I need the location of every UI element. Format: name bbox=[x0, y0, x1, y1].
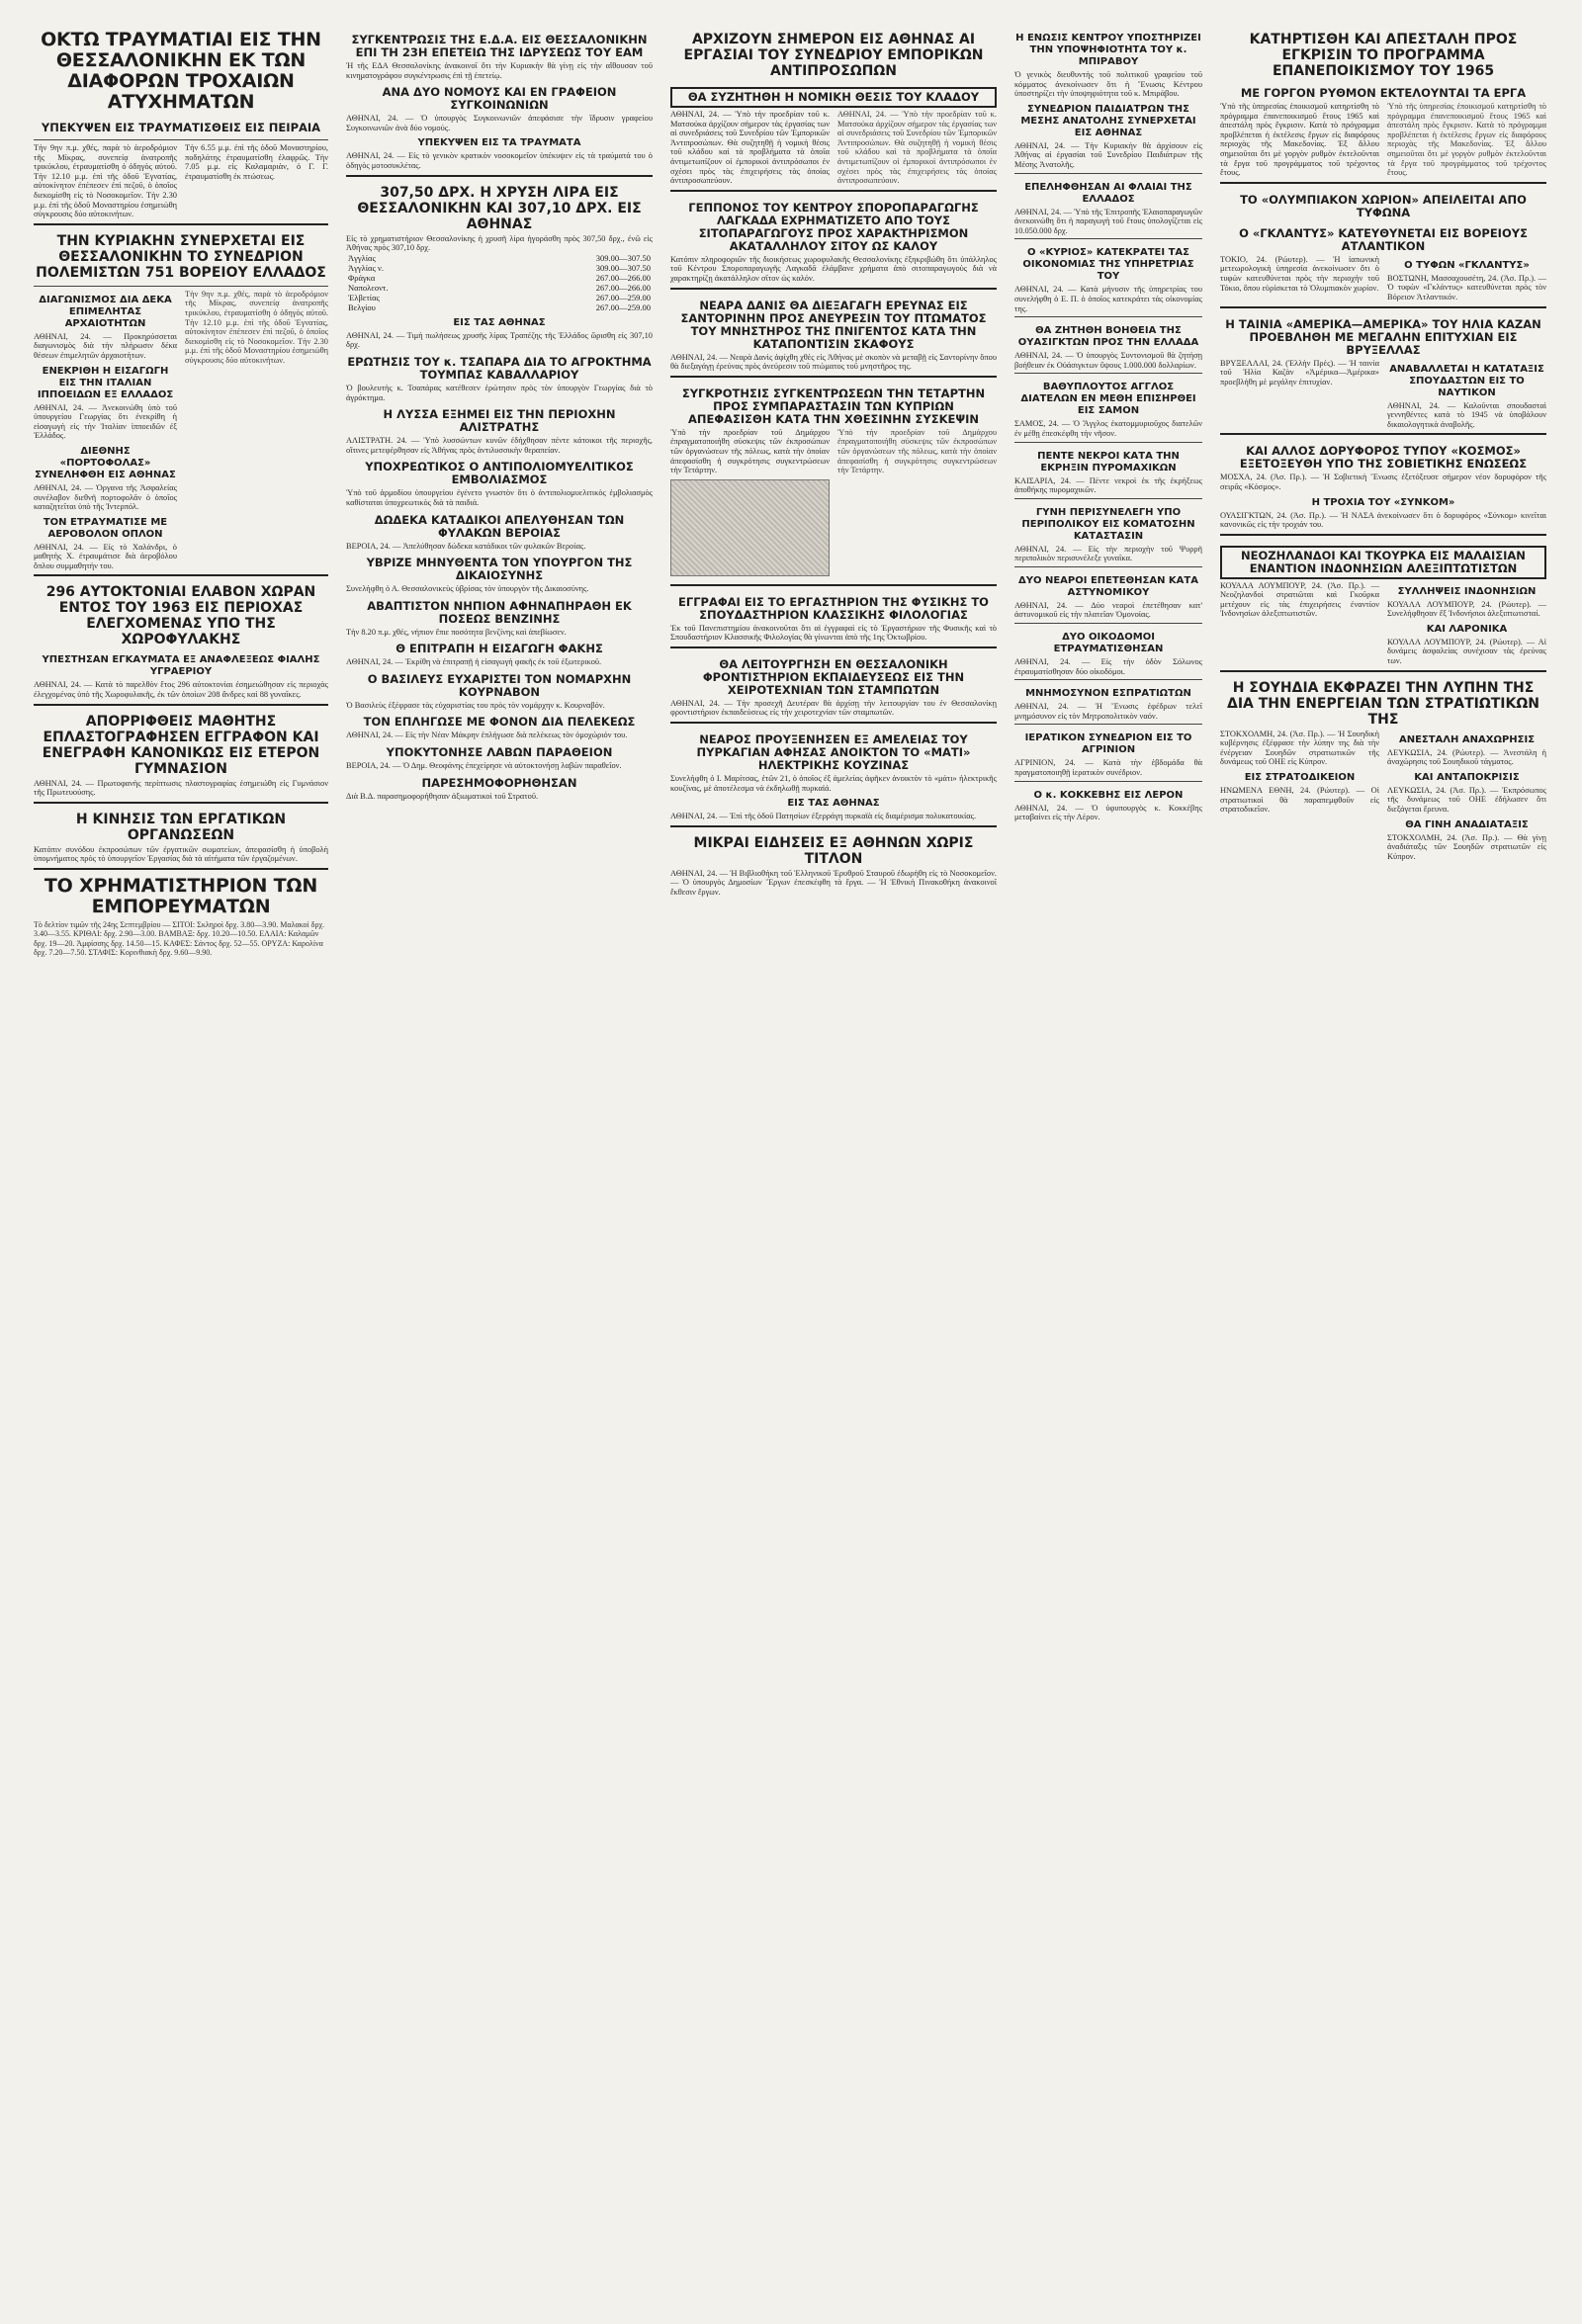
divider bbox=[1220, 670, 1546, 672]
article-text: ΜΟΣΧΑ, 24. (Ἀσ. Πρ.). — Ἡ Σοβιετικὴ Ἕνωσις ἐξετόξευσε σήμερον νέον δορυφόρον τῆς σειρᾶς «Κόσμος». bbox=[1220, 473, 1546, 491]
column-4 bbox=[1014, 28, 1202, 2301]
article-text: ΚΟΥΑΛΑ ΛΟΥΜΠΟΥΡ, 24. (Ρώυτερ). — Συνελήφθησαν ἕξ Ἰνδονήσιοι ἀλεξιπτωτισταί. bbox=[1387, 599, 1546, 619]
headline-kosmos-satellite: ΚΑΙ ΑΛΛΟΣ ΔΟΡΥΦΟΡΟΣ ΤΥΠΟΥ «ΚΟΣΜΟΣ» ΕΞΕΤΟΞΕΥΘΗ ΥΠΟ ΤΗΣ ΣΟΒΙΕΤΙΚΗΣ ΕΝΩΣΕΩΣ bbox=[1239, 444, 1528, 472]
column-5 bbox=[1220, 28, 1546, 2301]
subheadline-laronika: ΚΑΙ ΛΑΡΟΝΙΚΑ bbox=[1426, 623, 1508, 635]
subheadline-legal-status: ΘΑ ΣΥΖΗΤΗΘΗ Η ΝΟΜΙΚΗ ΘΕΣΙΣ ΤΟΥ ΚΛΑΔΟΥ bbox=[670, 87, 997, 108]
article-body-split bbox=[1220, 359, 1546, 430]
headline-infant-gasoline: ΑΒΑΠΤΙΣΤΟΝ ΝΗΠΙΟΝ ΑΦΗΝΑΠΗΡΑΘΗ ΕΚ ΠΟΣΕΩΣ ΒΕΝΖΙΝΗΣ bbox=[367, 598, 632, 626]
subheadline-piraeus: ΥΠΕΚΥΨΕΝ ΕΙΣ ΤΡΑΥΜΑΤΙΣΘΕΙΣ ΕΙΣ ΠΕΙΡΑΙΑ bbox=[41, 121, 321, 134]
article-text: Εἰς τὸ χρηματιστήριον Θεσσαλονίκης ἡ χρυσῆ λίρα ἠγοράσθη πρὸς 307,50 δρχ., ἐνῶ εἰς Ἀθήνας πρὸς 307,10 δρχ. bbox=[346, 233, 653, 253]
headline-pediatricians: ΣΥΝΕΔΡΙΟΝ ΠΑΙΔΙΑΤΡΩΝ ΤΗΣ ΜΕΣΗΣ ΑΝΑΤΟΛΗΣ ΣΥΝΕΡΧΕΤΑΙ ΕΙΣ ΑΘΗΝΑΣ bbox=[1020, 103, 1196, 138]
article-text: ΚΟΥΑΛΑ ΛΟΥΜΠΟΥΡ, 24. (Ρώυτερ). — Αἱ δυνάμεις ἀσφαλείας συνέχισαν τὰς ἐρεύνας των. bbox=[1387, 637, 1546, 666]
headline-eda-rally: ΣΥΓΚΕΝΤΡΩΣΙΣ ΤΗΣ Ε.Δ.Α. ΕΙΣ ΘΕΣΣΑΛΟΝΙΚΗΝ ΕΠΙ ΤΗ 23Η ΕΠΕΤΕΙΩ ΤΗΣ ΙΔΡΥΣΕΩΣ ΤΟΥ ΕΑΜ bbox=[351, 33, 648, 59]
gold-price-row bbox=[346, 302, 653, 312]
article-text: Ὑπὸ τῆς ὑπηρεσίας ἐποικισμοῦ κατηρτίσθη τὸ πρόγραμμα ἐπανεποικισμοῦ ἔτους 1965 καὶ ἀπεστάλη πρὸς ἔγκρισιν. Κατὰ τὸ πρόγραμμα προβλέπεται ἡ ἐκτέλεσις ἔργων εἰς διαφόρους περιοχὰς τῆς Μακεδονίας. Ἐξ ἄλλου σημειοῦται ὅτι μὲ γοργὸν ρυθμὸν ἐκτελοῦνται τὰ ἔργα τοῦ προγράμματος τοῦ τρέχοντος ἔτους. bbox=[1387, 102, 1546, 178]
article-text: Ὑπὸ τὴν προεδρίαν τοῦ Δημάρχου ἐπραγματοποιήθη σύσκεψις τῶν ἐκπροσώπων τῶν ὀργανώσεων τῆς πόλεως, κατὰ τὴν ὁποίαν ἀπεφασίσθη ἡ συγκρότησις συγκεντρώσεων τὴν Τετάρτην. bbox=[670, 427, 830, 475]
headline-printing-workshop: ΘΑ ΛΕΙΤΟΥΡΓΗΣΗ ΕΝ ΘΕΣΣΑΛΟΝΙΚΗ ΦΡΟΝΤΙΣΤΗΡΙΟΝ ΕΚΠΑΙΔΕΥΣΕΩΣ ΕΙΣ ΤΗΝ ΧΕΙΡΟΤΕΧΝΙΑΝ ΤΩΝ ΣΤΑΜΠΩΤΩΝ bbox=[702, 656, 965, 697]
article-text: ΑΘΗΝΑΙ, 24. — Τὴν Κυριακὴν θὰ ἀρχίσουν εἰς Ἀθήνας αἱ ἐργασίαι τοῦ Συνεδρίου Παιδιάτρων τῆς Μέσης Ἀνατολῆς. bbox=[1014, 140, 1202, 169]
article-text: ΒΟΣΤΩΝΗ, Μασσαχουσέτη, 24. (Ἀσ. Πρ.). — Ὁ τυφὼν «Γκλάντυς» κατευθύνεται πρὸς τὸν Βόρειον Ἀτλαντικόν. bbox=[1387, 273, 1546, 301]
divider bbox=[1220, 182, 1546, 184]
headline-forged-document: ΑΠΟΡΡΙΦΘΕΙΣ ΜΑΘΗΤΗΣ ΕΠΛΑΣΤΟΓΡΑΦΗΣΕΝ ΕΓΓΡΑΦΟΝ ΚΑΙ ΕΝΕΓΡΑΦΗ ΚΑΝΟΝΙΚΩΣ ΕΙΣ ΕΤΕΡΟΝ ΓΥΜΝΑΣΙΟΝ bbox=[42, 713, 320, 777]
divider bbox=[670, 646, 997, 648]
divider bbox=[34, 139, 328, 140]
article-text: ΚΑΙΣΑΡΙΑ, 24. — Πέντε νεκροὶ ἐκ τῆς ἐκρήξεως ἀποθήκης πυρομαχικῶν. bbox=[1014, 475, 1202, 495]
newspaper-page bbox=[34, 28, 1548, 2301]
commodity-prices: Τὸ δελτίον τιμῶν τῆς 24ης Σεπτεμβρίου — ΣΙΤΟΙ: Σκληροὶ δρχ. 3.80—3.90. Μαλακοὶ δρχ. 3.40—3.55. ΚΡΙΘΑΙ: δρχ. 2.90—3.00. ΒΑΜΒΑΞ: δρχ. 10.20—10.50. ΕΛΑΙΑ: Καλαμῶν δρχ. 19—20. Ἀμφίσσης δρχ. 14.50—15. ΚΑΦΕΣ: Σάντος δρχ. 52—55. ΟΡΥΖΑ: Καρολίνα δρχ. 7.20—7.50. ΣΤΑΦΙΣ: Κορινθιακὴ δρχ. 9.60—9.90. bbox=[34, 920, 324, 958]
headline-transport-offices: ΑΝΑ ΔΥΟ ΝΟΜΟΥΣ ΚΑΙ ΕΝ ΓΡΑΦΕΙΟΝ ΣΥΓΚΟΙΝΩΝΙΩΝ bbox=[382, 85, 617, 113]
headline-king-thanks: Ο ΒΑΣΙΛΕΥΣ ΕΥΧΑΡΙΣΤΕΙ ΤΟΝ ΝΟΜΑΡΧΗΝ ΚΟΥΡΝΑΒΟΝ bbox=[367, 671, 632, 699]
article-text: ΑΘΗΝΑΙ, 24. — Τὴν προσεχῆ Δευτέραν θὰ ἀρχίσῃ τὴν λειτουργίαν του ἐν Θεσσαλονίκῃ φροντιστήριον ἐκπαιδεύσεως εἰς τὴν χειροτεχνίαν τῶν σταμπωτῶν. bbox=[670, 698, 997, 718]
headline-builders-injured: ΔΥΟ ΟΙΚΟΔΟΜΟΙ ΕΤΡΑΥΜΑΤΙΣΘΗΣΑΝ bbox=[1053, 632, 1164, 655]
article-text: Ὁ βουλευτὴς κ. Τσαπάρας κατέθεσεν ἐρώτησιν πρὸς τὸν ὑπουργὸν Γεωργίας διὰ τὸ ἀγρόκτημα. bbox=[346, 383, 653, 402]
gold-price-row bbox=[346, 253, 653, 263]
subheadline-gas-bottle: ΥΠΕΣΤΗΣΑΝ ΕΓΚΑΥΜΑΤΑ ΕΞ ΑΝΑΦΛΕΞΕΩΣ ΦΙΑΛΗΣ ΥΓΡΑΕΡΙΟΥ bbox=[42, 654, 320, 678]
divider bbox=[34, 704, 328, 706]
coin-name: Ἀγγλίας bbox=[348, 252, 376, 263]
gold-price-row bbox=[346, 293, 653, 302]
headline-kazan-film: Η ΤΑΙΝΙΑ «ΑΜΕΡΙΚΑ—ΑΜΕΡΙΚΑ» ΤΟΥ ΗΛΙΑ ΚΑΖΑΝ ΠΡΟΕΒΛΗΘΗ ΜΕ ΜΕΓΑΛΗΝ ΕΠΙΤΥΧΙΑΝ ΕΙΣ ΒΡΥΞΕΛΛΑΣ bbox=[1225, 316, 1541, 357]
article-text: Συνελήφθη ὁ Α. Θεσσαλονικεὺς ὑβρίσας τὸν ὑπουργὸν τῆς Δικαιοσύνης. bbox=[346, 584, 589, 594]
subheadline-redeployment: ΘΑ ΓΙΝΗ ΑΝΑΔΙΑΤΑΞΙΣ bbox=[1405, 818, 1529, 830]
headline-center-union: Η ΕΝΩΣΙΣ ΚΕΝΤΡΟΥ ΥΠΟΣΤΗΡΙΖΕΙ ΤΗΝ ΥΠΟΨΗΦΙΟΤΗΤΑ ΤΟΥ κ. ΜΠΙΡΑΒΟΥ bbox=[1015, 33, 1201, 67]
article-text: ΛΕΥΚΩΣΙΑ, 24. (Ἀσ. Πρ.). — Ἐκπρόσωπος τῆς δυνάμεως τοῦ ΟΗΕ ἐδήλωσεν ὅτι διεξάγεται ἔρευνα. bbox=[1387, 785, 1546, 815]
article-text: ΑΘΗΝΑΙ, 24. — Εἰς τὸ γενικὸν κρατικὸν νοσοκομεῖον ὑπέκυψεν εἰς τὰ τραύματά του ὁ ὁδηγὸς μοτοσυκλέτας. bbox=[346, 151, 653, 170]
headline-competition: ΔΙΑΓΩΝΙΣΜΟΣ ΔΙΑ ΔΕΚΑ ΕΠΙΜΕΛΗΤΑΣ ΑΡΧΑΙΟΤΗΤΩΝ bbox=[39, 294, 172, 329]
headline-commodity-exchange: ΤΟ ΧΡΗΜΑΤΙΣΤΗΡΙΟΝ ΤΩΝ ΕΜΠΟΡΕΥΜΑΤΩΝ bbox=[44, 875, 318, 918]
coin-price: 267.00—259.00 bbox=[595, 292, 651, 302]
subheadline-response: ΚΑΙ ΑΝΤΑΠΟΚΡΙΣΙΣ bbox=[1414, 771, 1520, 783]
article-text: ΣΤΟΚΧΟΛΜΗ, 24. (Ἀσ. Πρ.). — Θὰ γίνῃ ἀναδιάταξις τῶν Σουηδῶν στρατιωτῶν εἰς Κύπρον. bbox=[1387, 832, 1546, 861]
gold-price-row bbox=[346, 273, 653, 283]
article-text: ΑΘΗΝΑΙ, 24. — Τιμὴ πωλήσεως χρυσῆς λίρας Τραπέζης τῆς Ἑλλάδος ὥρισθη εἰς 307,10 δρχ. bbox=[346, 330, 653, 350]
article-text: Τὴν 8.20 π.μ. χθές, νήπιον ἔπιε ποσότητα βενζίνης καὶ ἀπεβίωσεν. bbox=[346, 627, 567, 637]
headline-ammunition-explosion: ΠΕΝΤΕ ΝΕΚΡΟΙ ΚΑΤΑ ΤΗΝ ΕΚΡΗΞΙΝ ΠΥΡΟΜΑΧΙΚΩΝ bbox=[1037, 450, 1180, 473]
divider bbox=[670, 825, 997, 827]
article-text: Διὰ Β.Δ. παρασημοφορήθησαν ἀξιωματικοὶ τοῦ Στρατοῦ. bbox=[346, 791, 539, 801]
divider bbox=[1220, 306, 1546, 308]
article-text: Τὴν 9ην π.μ. χθές, παρὰ τὸ ἀεροδρόμιον τῆς Μίκρας, συνεπείᾳ ἀνατροπῆς τρικύκλου, ἐτραυματίσθη ὁ ὁδηγὸς αὐτοῦ. Τὴν 12.10 μ.μ. ἐπὶ τῆς ὁδοῦ Ἐγνατίας, αὐτοκίνητον ἐπέπεσεν ἐπὶ πεζοῦ, ὁ ὁποῖος διεκομίσθη εἰς τὸ Νοσοκομεῖον. Τὴν 2.30 μ.μ. ἐπὶ τῆς ὁδοῦ Μοναστηρίου ἐσημειώθη σύγκρουσις δύο αὐτοκινήτων. bbox=[34, 143, 177, 219]
headline-resettlement-program: ΚΑΤΗΡΤΙΣΘΗ ΚΑΙ ΑΠΕΣΤΑΛΗ ΠΡΟΣ ΕΓΚΡΙΣΙΝ ΤΟ ΠΡΟΓΡΑΜΜΑ ΕΠΑΝΕΠΟΙΚΙΣΜΟΥ ΤΟΥ 1965 bbox=[1249, 32, 1518, 79]
article-text: ΑΘΗΝΑΙ, 24. — Ἀνεκοινώθη ὑπὸ τοῦ ὑπουργείου Γεωργίας ὅτι ἐνεκρίθη ἡ εἰσαγωγὴ εἰς τὴν Ἰταλίαν ἱπποειδῶν ἐξ Ἑλλάδος. bbox=[34, 402, 177, 441]
headline-lagadas-seed-center: ΓΕΠΠΟΝΟΣ ΤΟΥ ΚΕΝΤΡΟΥ ΣΠΟΡΟΠΑΡΑΓΩΓΗΣ ΛΑΓΚΑΔΑ ΕΧΡΗΜΑΤΙΖΕΤΟ ΑΠΟ ΤΟΥΣ ΣΙΤΟΠΑΡΑΓΩΓΟΥΣ ΠΡΟΣ ΧΑΡΑΚΤΗΡΙΣΜΟΝ ΑΚΑΤΑΛΛΗΛΟΥ ΣΙΤΟΥ ΩΣ ΚΑΛΟΥ bbox=[688, 200, 979, 253]
coin-name: Ἑλβετίας bbox=[348, 292, 380, 302]
subheadline-departure-suspended: ΑΝΕΣΤΑΛΗ ΑΝΑΧΩΡΗΣΙΣ bbox=[1398, 733, 1536, 745]
divider bbox=[670, 376, 997, 378]
article-body-split bbox=[34, 143, 328, 219]
headline-clergy-congress: ΙΕΡΑΤΙΚΟΝ ΣΥΝΕΔΡΙΟΝ ΕΙΣ ΤΟ ΑΓΡΙΝΙΟΝ bbox=[1024, 732, 1192, 756]
column-2 bbox=[346, 28, 653, 2301]
subheadline-court-martial: ΕΙΣ ΣΤΡΑΤΟΔΙΚΕΙΟΝ bbox=[1244, 772, 1356, 784]
article-text: ΑΘΗΝΑΙ, 24. — Εἰς τὴν περιοχὴν τοῦ Ψυρρῆ περιπολικὸν περισυνέλεξε γυναῖκα. bbox=[1014, 544, 1202, 563]
article-text: ΑΘΗΝΑΙ, 24. — Εἰς τὴν ὁδὸν Σόλωνος ἐτραυματίσθησαν δύο οἰκοδόμοι. bbox=[1014, 657, 1202, 676]
article-text: ΑΘΗΝΑΙ, 24. — Ἡ Βιβλιοθήκη τοῦ Ἑλληνικοῦ Ἐρυθροῦ Σταυροῦ ἐδωρήθη εἰς τὸ Νοσοκομεῖον. — Ὁ ὑπουργὸς Δημοσίων Ἔργων ἐπεσκέφθη τὰ ἔργα. — Ἡ Ἐθνικὴ Πινακοθήκη ἀνακοινοῖ ἔκθεσιν ἔργων. bbox=[670, 868, 997, 898]
subheadline-succumbed: ΥΠΕΚΥΨΕΝ ΕΙΣ ΤΑ ΤΡΑΥΜΑΤΑ bbox=[417, 137, 581, 149]
article-text: ΑΘΗΝΑΙ, 24. — Προκηρύσσεται διαγωνισμὸς διὰ τὴν πλήρωσιν δέκα θέσεων ἐπιμελητῶν ἀρχαιοτήτων. bbox=[34, 331, 177, 360]
article-body-split bbox=[1220, 255, 1546, 302]
gold-price-table bbox=[346, 253, 653, 312]
column-1 bbox=[34, 28, 328, 2301]
headline-suicides: 296 ΑΥΤΟΚΤΟΝΙΑΙ ΕΛΑΒΟΝ ΧΩΡΑΝ ΕΝΤΟΣ ΤΟΥ 1963 ΕΙΣ ΠΕΡΙΟΧΑΣ ΕΛΕΓΧΟΜΕΝΑΣ ΥΠΟ ΤΗΣ ΧΩΡΟΦΥΛΑΚΗΣ bbox=[45, 584, 316, 648]
coin-name: Ἀγγλίας ν. bbox=[348, 262, 384, 273]
divider bbox=[34, 223, 328, 225]
subheadline-navy-deferral: ΑΝΑΒΑΛΛΕΤΑΙ Η ΚΑΤΑΤΑΞΙΣ ΣΠΟΥΔΑΣΤΩΝ ΕΙΣ ΤΟ ΝΑΥΤΙΚΟΝ bbox=[1389, 363, 1544, 398]
article-body-split bbox=[1220, 730, 1546, 862]
article-body-split bbox=[34, 290, 328, 571]
article-text: Ἡ τῆς ΕΔΑ Θεσσαλονίκης ἀνακοινοῖ ὅτι τὴν Κυριακὴν θὰ γίνῃ εἰς τὴν αἴθουσαν τοῦ κινηματογράφου συγκέντρωσις ἐπὶ τῇ ἐπετείῳ. bbox=[346, 61, 653, 80]
article-text: ΣΤΟΚΧΟΛΜΗ, 24. (Ἀσ. Πρ.). — Ἡ Σουηδικὴ κυβέρνησις ἐξέφρασε τὴν λύπην της διὰ τὴν ἐνέργειαν Σουηδῶν στρατιωτικῶν τῆς δυνάμεως τοῦ ΟΗΕ εἰς Κύπρον. bbox=[1220, 729, 1379, 767]
divider bbox=[670, 288, 997, 290]
article-text: ΑΘΗΝΑΙ, 24. — Νεαρὰ Δανὶς ἀφίχθη χθὲς εἰς Ἀθήνας μὲ σκοπὸν νὰ μεταβῇ εἰς Σαντορίνην ὅπου θὰ διεξαγάγῃ ἐρεύνας πρὸς ἀνεύρεσιν τοῦ πτώματος τοῦ μνηστῆρος της. bbox=[670, 352, 997, 372]
coin-price: 267.00—266.00 bbox=[595, 282, 651, 293]
article-text: ΑΘΗΝΑΙ, 24. — Ὁ ὑπουργὸς Συγκοινωνιῶν ἀπεφάσισε τὴν ἵδρυσιν γραφείου Συγκοινωνιῶν ἀνὰ δύο νομούς. bbox=[346, 114, 653, 132]
divider bbox=[670, 722, 997, 724]
coin-price: 267.00—266.00 bbox=[595, 272, 651, 283]
coin-name: Φράγκα bbox=[348, 272, 376, 283]
headline-cyprus-rallies: ΣΥΓΚΡΟΤΗΣΙΣ ΣΥΓΚΕΝΤΡΩΣΕΩΝ ΤΗΝ ΤΕΤΑΡΤΗΝ ΠΡΟΣ ΣΥΜΠΑΡΑΣΤΑΣΙΝ ΤΩΝ ΚΥΠΡΙΩΝ ΑΠΕΦΑΣΙΣΘΗ ΚΑΤΑ ΤΗΝ ΧΘΕΣΙΝΗΝ ΣΥΣΚΕΨΙΝ bbox=[681, 386, 986, 426]
headline-danish-santorini: ΝΕΑΡΑ ΔΑΝΙΣ ΘΑ ΔΙΕΞΑΓΑΓΗ ΕΡΕΥΝΑΣ ΕΙΣ ΣΑΝΤΟΡΙΝΗΝ ΠΡΟΣ ΑΝΕΥΡΕΣΙΝ ΤΟΥ ΠΤΩΜΑΤΟΣ ΤΟΥ ΜΝΗΣΤΗΡΟΣ ΤΗΣ ΠΝΙΓΕΝΤΟΣ ΚΑΤΑ ΤΗΝ ΚΑΤΑΠΟΝΤΙΣΙΝ ΣΚΑΦΟΥΣ bbox=[680, 298, 987, 351]
divider bbox=[1220, 433, 1546, 435]
article-body-split bbox=[670, 110, 997, 186]
headline-woman-coma: ΓΥΝΗ ΠΕΡΙΣΥΝΕΛΕΓΗ ΥΠΟ ΠΕΡΙΠΟΛΙΚΟΥ ΕΙΣ ΚΟΜΑΤΟΣΗΝ ΚΑΤΑΣΤΑΣΙΝ bbox=[1021, 506, 1195, 542]
article-text: ΑΘΗΝΑΙ, 24. — Ἐκρίθη νὰ ἐπιτραπῇ ἡ εἰσαγωγὴ φακῆς ἐκ τοῦ ἐξωτερικοῦ. bbox=[346, 657, 602, 667]
divider bbox=[1014, 781, 1202, 782]
headline-gold-sovereign: 307,50 ΔΡΧ. Η ΧΡΥΣΗ ΛΙΡΑ ΕΙΣ ΘΕΣΣΑΛΟΝΙΚΗΝ ΚΑΙ 307,10 ΔΡΧ. ΕΙΣ ΑΘΗΝΑΣ bbox=[357, 184, 642, 232]
article-text: Κατόπιν συνόδου ἐκπροσώπων τῶν ἐργατικῶν σωματείων, ἀπεφασίσθη ἡ ὑποβολὴ ὑπομνήματος πρὸς τὸ ὑπουργεῖον Ἐργασίας διὰ τὰ αἰτήματα τῶν ἐργαζομένων. bbox=[34, 844, 328, 864]
article-text: ΑΘΗΝΑΙ, 24. — Κατὰ μήνυσιν τῆς ὑπηρετρίας του συνελήφθη ὁ Ε. Π. ὁ ὁποῖος κατεκράτει τὰς οἰκονομίας της. bbox=[1014, 285, 1202, 313]
gold-price-row bbox=[346, 263, 653, 273]
divider bbox=[1014, 173, 1202, 174]
headline-police-attacked: ΔΥΟ ΝΕΑΡΟΙ ΕΠΕΤΕΘΗΣΑΝ ΚΑΤΑ ΑΣΤΥΝΟΜΙΚΟΥ bbox=[1018, 574, 1198, 598]
subheadline-athens: ΕΙΣ ΤΑΣ ΑΘΗΝΑΣ bbox=[787, 798, 880, 810]
divider bbox=[1014, 566, 1202, 567]
divider bbox=[1014, 373, 1202, 374]
headline-short-news: ΜΙΚΡΑΙ ΕΙΔΗΣΕΙΣ ΕΞ ΑΘΗΝΩΝ ΧΩΡΙΣ ΤΙΤΛΟΝ bbox=[693, 834, 974, 867]
article-text: ΑΘΗΝΑΙ, 24. — Ὑπὸ τὴν προεδρίαν τοῦ κ. Ματσούκα ἀρχίζουν σήμερον τὰς ἐργασίας των αἱ συνεδριάσεις τοῦ Συνεδρίου τῶν Ἐμπορικῶν Ἀντιπροσώπων. Θὰ συζητηθῇ ἡ νομικὴ θέσις τοῦ κλάδου καὶ τὰ προβλήματα τὰ ὁποῖα ἀντιμετωπίζουν οἱ ἐμπορικοὶ ἀντιπρόσωποι ἐν σχέσει πρὸς τὰς ἐπιχειρήσεις τὰς ὁποίας ἀντιπροσωπεύουν. bbox=[837, 110, 997, 186]
headline-trade-representatives: ΑΡΧΙΖΟΥΝ ΣΗΜΕΡΟΝ ΕΙΣ ΑΘΗΝΑΣ ΑΙ ΕΡΓΑΣΙΑΙ ΤΟΥ ΣΥΝΕΔΡΙΟΥ ΕΜΠΟΡΙΚΩΝ ΑΝΤΙΠΡΟΣΩΠΩΝ bbox=[683, 32, 984, 79]
divider bbox=[670, 190, 997, 192]
headline-attempted-suicide: ΥΠΟΚΥΤΟΝΗΣΕ ΛΑΒΩΝ ΠΑΡΑΘΕΙΟΝ bbox=[386, 745, 613, 760]
article-text: ΗΝΩΜΕΝΑ ΕΘΝΗ, 24. (Ρώυτερ). — Οἱ στρατιωτικοὶ θὰ παραπεμφθοῦν εἰς στρατοδικεῖον. bbox=[1220, 786, 1379, 815]
article-body-split bbox=[1220, 102, 1546, 178]
headline-drunk-englishman: ΒΑΘΥΠΛΟΥΤΟΣ ΑΓΓΛΟΣ ΔΙΑΤΕΛΩΝ ΕΝ ΜΕΘΗ ΕΠΙΣΗΡΘΕΙ ΕΙΣ ΣΑΜΟΝ bbox=[1020, 382, 1196, 417]
headline-malaysia-gurkha: ΝΕΟΖΗΛΑΝΔΟΙ ΚΑΙ ΤΚΟΥΡΚΑ ΕΙΣ ΜΑΛΑΙΣΙΑΝ ΕΝΑΝΤΙΟΝ ΙΝΔΟΝΗΣΙΩΝ ΑΛΕΞΙΠΤΩΤΙΣΤΩΝ bbox=[1220, 546, 1546, 579]
article-text: Ὑπὸ τῆς ὑπηρεσίας ἐποικισμοῦ κατηρτίσθη τὸ πρόγραμμα ἐπανεποικισμοῦ ἔτους 1965 καὶ ἀπεστάλη πρὸς ἔγκρισιν. Κατὰ τὸ πρόγραμμα προβλέπεται ἡ ἐκτέλεσις ἔργων εἰς διαφόρους περιοχὰς τῆς Μακεδονίας. Ἐξ ἄλλου σημειοῦται ὅτι μὲ γοργὸν ρυθμὸν ἐκτελοῦνται τὰ ἔργα τοῦ προγράμματος τοῦ τρέχοντος ἔτους. bbox=[1220, 102, 1379, 178]
article-text: ΑΘΗΝΑΙ, 24. — Ὁ ὑπουργὸς Συντονισμοῦ θὰ ζητήσῃ βοήθειαν ἐκ Οὐάσιγκτων ὕψους 1.000.000 δολλαρίων. bbox=[1014, 351, 1202, 370]
article-text: ΒΡΥΞΕΛΛΑΙ, 24. (Ἑλλὴν Πρὲς). — Ἡ ταινία τοῦ Ἠλία Καζὰν «Ἀμέρικα—Ἀμέρικα» προεβλήθη μὲ μεγάλην ἐπιτυχίαν. bbox=[1220, 358, 1379, 387]
headline-memorial: ΜΝΗΜΟΣΥΝΟΝ ΕΣΠΡΑΤΙΩΤΩΝ bbox=[1025, 688, 1191, 700]
article-body-split bbox=[670, 428, 997, 580]
subheadline-athens: ΕΙΣ ΤΑΣ ΑΘΗΝΑΣ bbox=[453, 316, 546, 328]
headline-olives: ΕΠΕΛΗΦΘΗΣΑΝ ΑΙ ΦΛΑΙΑΙ ΤΗΣ ΕΛΛΑΔΟΣ bbox=[1024, 181, 1192, 205]
headline-polio-vaccination: ΥΠΟΧΡΕΩΤΙΚΟΣ Ο ΑΝΤΙΠΟΛΙΟΜΥΕΛΙΤΙΚΟΣ ΕΜΒΟΛΙΑΣΜΟΣ bbox=[365, 460, 634, 487]
article-text: Ἐκ τοῦ Πανεπιστημίου ἀνακοινοῦται ὅτι αἱ ἐγγραφαὶ εἰς τὸ Ἐργαστήριον τῆς Φυσικῆς καὶ τὸ Σπουδαστήριον Κλασσικῆς Φιλολογίας θὰ γίνωνται ἀπὸ τῆς 1ης Ὀκτωβρίου. bbox=[670, 623, 997, 643]
divider bbox=[670, 584, 997, 586]
article-text: ΑΘΗΝΑΙ, 24. — Ὀργανα τῆς Ἀσφαλείας συνέλαβον διεθνῆ πορτοφολᾶν ὁ ὁποῖος καταζητεῖται ὑπὸ τῆς Ἰντερπόλ. bbox=[34, 482, 177, 512]
headline-pickpocket: ΔΙΕΘΝΗΣ «ΠΟΡΤΟΦΟΛΑΣ» ΣΥΝΕΛΗΦΘΗ ΕΙΣ ΑΘΗΝΑΣ bbox=[35, 445, 176, 480]
headline-rabies: Η ΛΥΣΣΑ ΕΞΗΜΕΙ ΕΙΣ ΤΗΝ ΠΕΡΙΟΧΗΝ ΑΛΙΣΤΡΑΤΗΣ bbox=[383, 407, 616, 435]
article-text: ΑΘΗΝΑΙ, 24. — Πρωτοφανὴς περίπτωσις πλαστογραφίας ἐσημειώθη εἰς Γυμνάσιον τῆς Πρωτευούσης. bbox=[34, 778, 328, 798]
divider bbox=[1014, 498, 1202, 499]
headline-labor-organizations: Η ΚΙΝΗΣΙΣ ΤΩΝ ΕΡΓΑΤΙΚΩΝ ΟΡΓΑΝΩΣΕΩΝ bbox=[75, 811, 287, 843]
article-text: ΚΟΥΑΛΑ ΛΟΥΜΠΟΥΡ, 24. (Ἀσ. Πρ.). — Νεοζηλανδοὶ στρατιῶται καὶ Γκοῦρκα μετέχουν εἰς τὰς ἐπιχειρήσεις ἐναντίον Ἰνδονησίων ἀλεξιπτωτιστῶν. bbox=[1220, 580, 1379, 619]
headline-electric-stove-fire: ΝΕΑΡΟΣ ΠΡΟΥΞΕΝΗΣΕΝ ΕΞ ΑΜΕΛΕΙΑΣ ΤΟΥ ΠΥΡΚΑΓΙΑΝ ΑΦΗΣΑΣ ΑΝΟΙΚΤΟΝ ΤΟ «ΜΑΤΙ» ΗΛΕΚΤΡΙΚΗΣ ΚΟΥΖΙΝΑΣ bbox=[696, 732, 971, 773]
divider bbox=[34, 802, 328, 804]
subheadline-typhoon-gladys: Ο ΤΥΦΩΝ «ΓΚΛΑΝΤΥΣ» bbox=[1404, 259, 1530, 271]
article-text: ΑΘΗΝΑΙ, 24. — Δύο νεαροὶ ἐπετέθησαν κατ' ἀστυνομικοῦ εἰς τὴν πλατεῖαν Ὁμονοίας. bbox=[1014, 600, 1202, 620]
article-text: ΑΘΗΝΑΙ, 24. — Καλοῦνται σπουδασταὶ γεννηθέντες κατὰ τὸ 1945 νὰ ὑποβάλουν δικαιολογητικὰ ἀναβολῆς. bbox=[1387, 400, 1546, 429]
divider bbox=[1220, 534, 1546, 536]
headline-kokkevis-leros: Ο κ. ΚΟΚΚΕΒΗΣ ΕΙΣ ΛΕΡΟΝ bbox=[1033, 789, 1184, 801]
subheadline-gladys: Ο «ΓΚΛΑΝΤΥΣ» ΚΑΤΕΥΘΥΝΕΤΑΙ ΕΙΣ ΒΟΡΕΙΟΥΣ ΑΤΛΑΝΤΙΚΟΝ bbox=[1239, 225, 1528, 253]
article-text: ΑΘΗΝΑΙ, 24. — Ὑπὸ τὴν προεδρίαν τοῦ κ. Ματσούκα ἀρχίζουν σήμερον τὰς ἐργασίας των αἱ συνεδριάσεις τοῦ Συνεδρίου τῶν Ἐμπορικῶν Ἀντιπροσώπων. Θὰ συζητηθῇ ἡ νομικὴ θέσις τοῦ κλάδου καὶ τὰ προβλήματα τὰ ὁποῖα ἀντιμετωπίζουν οἱ ἐμπορικοὶ ἀντιπρόσωποι ἐν σχέσει πρὸς τὰς ἐπιχειρήσεις τὰς ὁποίας ἀντιπροσωπεύουν. bbox=[670, 110, 830, 186]
article-text: Συνελήφθη ὁ Ι. Μαρίτσας, ἐτῶν 21, ὁ ὁποῖος ἐξ ἀμελείας ἀφῆκεν ἀνοικτὸν τὸ «μάτι» ἠλεκτρικῆς κουζίνας, μὲ ἀποτέλεσμα νὰ ἐκδηλωθῇ πυρκαϊά. bbox=[670, 774, 997, 793]
article-text: ΑΘΗΝΑΙ, 24. — Ὁ ὑφυπουργὸς κ. Κοκκέβης μεταβαίνει εἰς τὴν Λέρον. bbox=[1014, 803, 1202, 822]
coin-name: Βελγίου bbox=[348, 301, 376, 312]
article-text: Ὁ γενικὸς διευθυντὴς τοῦ πολιτικοῦ γραφείου τοῦ κόμματος ἀνεκοίνωσεν ὅτι ἡ Ἕνωσις Κέντρου ὑποστηρίζει τὴν ὑποψηφιότητα τοῦ κ. Μπιράβου. bbox=[1014, 70, 1202, 99]
article-text: Ὁ Βασιλεὺς ἐξέφρασε τὰς εὐχαριστίας του πρὸς τὸν νομάρχην κ. Κουρναβόν. bbox=[346, 700, 605, 710]
article-text: ΤΟΚΙΟ, 24. (Ρώυτερ). — Ἡ ἰαπωνικὴ μετεωρολογικὴ ὑπηρεσία ἀνεκοίνωσεν ὅτι ὁ τυφὼν κατευθύνεται πρὸς τὴν περιοχὴν τοῦ Τόκιο, ὅπου εὑρίσκεται τὸ Ὀλυμπιακὸν χωρίον. bbox=[1220, 254, 1379, 293]
headline-washington-aid: ΘΑ ΖΗΤΗΘΗ ΒΟΗΘΕΙΑ ΤΗΣ ΟΥΑΣΙΓΚΤΩΝ ΠΡΟΣ ΤΗΝ ΕΛΛΑΔΑ bbox=[1017, 325, 1199, 349]
coin-price: 309.00—307.50 bbox=[595, 252, 651, 263]
article-text: Τὴν 6.55 μ.μ. ἐπὶ τῆς ὁδοῦ Μοναστηρίου, ποδηλάτης ἐτραυματίσθη ἐλαφρῶς. Τὴν 7.05 μ.μ. εἰς Καλαμαριὰν, ὁ Γ. Γ. ἐτραυματίσθη ἐκ πτώσεως. bbox=[185, 143, 328, 181]
headline-veterans-congress: ΤΗΝ ΚΥΡΙΑΚΗΝ ΣΥΝΕΡΧΕΤΑΙ ΕΙΣ ΘΕΣΣΑΛΟΝΙΚΗΝ ΤΟ ΣΥΝΕΔΡΙΟΝ ΠΟΛΕΜΙΣΤΩΝ 751 ΒΟΡΕΙΟΥ ΕΛΛΑΔΟΣ bbox=[36, 232, 326, 281]
subheadline-fast-pace: ΜΕ ΓΟΡΓΟΝ ΡΥΘΜΟΝ ΕΚΤΕΛΟΥΝΤΑΙ ΤΑ ΕΡΓΑ bbox=[1240, 86, 1527, 100]
headline-traffic-accidents: ΟΚΤΩ ΤΡΑΥΜΑΤΙΑΙ ΕΙΣ ΤΗΝ ΘΕΣΣΑΛΟΝΙΚΗΝ ΕΚ ΤΩΝ ΔΙΑΦΟΡΩΝ ΤΡΟΧΑΙΩΝ ΑΤΥΧΗΜΑΤΩΝ bbox=[41, 29, 321, 113]
article-text: ΑΘΗΝΑΙ, 24. — Ὑπὸ τῆς Ἐπιτροπῆς Ἐλαιοπαραγωγῶν ἀνεκοινώθη ὅτι ἡ παραγωγὴ τοῦ ἔτους ὑπολογίζεται εἰς 10.050.000 δρχ. bbox=[1014, 207, 1202, 235]
divider bbox=[34, 286, 328, 287]
article-text: ΑΘΗΝΑΙ, 24. — Ἐπὶ τῆς ὁδοῦ Πατησίων ἐξερράγη πυρκαϊὰ εἰς διαμέρισμα πολυκατοικίας. bbox=[670, 812, 977, 821]
article-text: Τὴν 9ην π.μ. χθές, παρὰ τὸ ἀεροδρόμιον τῆς Μίκρας, συνεπείᾳ ἀνατροπῆς τρικύκλου, ἐτραυματίσθη ὁ ὁδηγὸς αὐτοῦ. Τὴν 12.10 μ.μ. ἐπὶ τῆς ὁδοῦ Ἐγνατίας, αὐτοκίνητον ἐπέπεσεν ἐπὶ πεζοῦ, ὁ ὁποῖος διεκομίσθη εἰς τὸ Νοσοκομεῖον. Τὴν 2.30 μ.μ. ἐπὶ τῆς ὁδοῦ Μοναστηρίου ἐσημειώθη σύγκρουσις δύο αὐτοκινήτων. bbox=[185, 289, 328, 365]
headline-insult-minister: ΥΒΡΙΖΕ ΜΗΝΥΘΕΝΤΑ ΤΟΝ ΥΠΟΥΡΓΟΝ ΤΗΣ ΔΙΚΑΙΟΣΥΝΗΣ bbox=[366, 556, 633, 583]
article-text: Ὑπὸ τὴν προεδρίαν τοῦ Δημάρχου ἐπραγματοποιήθη σύσκεψις τῶν ἐκπροσώπων τῶν ὀργανώσεων τῆς πόλεως, κατὰ τὴν ὁποίαν ἀπεφασίσθη ἡ συγκρότησις συγκεντρώσεων τὴν Τετάρτην. bbox=[837, 427, 997, 475]
column-3 bbox=[670, 28, 997, 2301]
article-text: ΒΕΡΟΙΑ, 24. — Ἀπελύθησαν δώδεκα κατάδικοι τῶν φυλακῶν Βεροίας. bbox=[346, 541, 586, 551]
divider bbox=[1014, 442, 1202, 443]
divider bbox=[34, 868, 328, 870]
headline-maid-savings: Ο «ΚΥΡΙΟΣ» ΚΑΤΕΚΡΑΤΕΙ ΤΑΣ ΟΙΚΟΝΟΜΙΑΣ ΤΗΣ ΥΠΗΡΕΤΡΙΑΣ ΤΟΥ bbox=[1022, 247, 1194, 283]
article-text: ΑΘΗΝΑΙ, 24. — Ἡ Ἕνωσις ἐφέδρων τελεῖ μνημόσυνον εἰς τὸν Μητροπολιτικὸν ναόν. bbox=[1014, 702, 1202, 721]
article-text: ΛΕΥΚΩΣΙΑ, 24. (Ρώυτερ). — Ἀνεστάλη ἡ ἀναχώρησις τοῦ Σουηδικοῦ τάγματος. bbox=[1387, 747, 1546, 767]
subheadline-syncom: Η ΤΡΟΧΙΑ ΤΟΥ «ΣΥΝΚΟΜ» bbox=[1311, 496, 1455, 508]
headline-decorated: ΠΑΡΕΣΗΜΟΦΟΡΗΘΗΣΑΝ bbox=[421, 775, 577, 790]
divider bbox=[1014, 679, 1202, 680]
headline-axe-attack: ΤΟΝ ΕΠΛΗΓΩΣΕ ΜΕ ΦΟΝΟΝ ΔΙΑ ΠΕΛΕΚΕΩΣ bbox=[363, 715, 636, 730]
photograph bbox=[670, 479, 830, 576]
article-text: ΑΘΗΝΑΙ, 24. — Εἰς τὸ Χαλάνδρι, ὁ μαθητὴς Χ. ἐτραυμάτισε διὰ ἀεροβόλου ὅπλου συμμαθητήν του. bbox=[34, 542, 177, 570]
divider bbox=[346, 175, 653, 177]
divider bbox=[34, 574, 328, 576]
divider bbox=[1014, 316, 1202, 317]
article-text: ΑΘΗΝΑΙ, 24. — Εἰς τὴν Νέαν Μάκρην ἐπλήγωσε διὰ πελέκεως τὸν ὁμοχώριόν του. bbox=[346, 731, 628, 740]
article-text: ΣΑΜΟΣ, 24. — Ὁ Ἄγγλος ἐκατομμυριοῦχος διατελῶν ἐν μέθῃ ἐπεσκέφθη τὴν νῆσον. bbox=[1014, 419, 1202, 438]
headline-horses-italy: ΕΝΕΚΡΙΘΗ Η ΕΙΣΑΓΩΓΗ ΕΙΣ ΤΗΝ ΙΤΑΛΙΑΝ ΙΠΠΟΕΙΔΩΝ ΕΞ ΕΛΛΑΔΟΣ bbox=[37, 365, 174, 400]
divider bbox=[1014, 724, 1202, 725]
subheadline-indonesian-arrests: ΣΥΛΛΗΨΕΙΣ ΙΝΔΟΝΗΣΙΩΝ bbox=[1397, 585, 1537, 597]
coin-price: 309.00—307.50 bbox=[595, 262, 651, 273]
headline-air-rifle: ΤΟΝ ΕΤΡΑΥΜΑΤΙΣΕ ΜΕ ΑΕΡΟΒΟΛΟΝ ΟΠΛΟΝ bbox=[43, 516, 168, 540]
headline-veria-prison: ΔΩΔΕΚΑ ΚΑΤΑΔΙΚΟΙ ΑΠΕΛΥΘΗΣΑΝ ΤΩΝ ΦΥΛΑΚΩΝ ΒΕΡΟΙΑΣ bbox=[374, 512, 625, 540]
headline-physics-lab-enrollment: ΕΓΓΡΑΦΑΙ ΕΙΣ ΤΟ ΕΡΓΑΣΤΗΡΙΟΝ ΤΗΣ ΦΥΣΙΚΗΣ ΤΟ ΣΠΟΥΔΑΣΤΗΡΙΟΝ ΚΛΑΣΣΙΚΗΣ ΦΙΛΟΛΟΓΙΑΣ bbox=[678, 594, 989, 622]
headline-lentil-import: Θ ΕΠΙΤΡΑΠΗ Η ΕΙΣΑΓΩΓΗ ΦΑΚΗΣ bbox=[396, 642, 603, 656]
divider bbox=[1014, 238, 1202, 239]
article-text: Ὑπὸ τοῦ ἁρμοδίου ὑπουργείου ἐγένετο γνωστὸν ὅτι ὁ ἀντιπολιομυελιτικὸς ἐμβολιασμὸς καθίσταται ὑποχρεωτικὸς διὰ τὰ παιδιά. bbox=[346, 488, 653, 507]
headline-olympic-village-typhoon: ΤΟ «ΟΛΥΜΠΙΑΚΟΝ ΧΩΡΙΟΝ» ΑΠΕΙΛΕΙΤΑΙ ΑΠΟ ΤΥΦΩΝΑ bbox=[1240, 192, 1527, 219]
article-text: ΑΘΗΝΑΙ, 24. — Κατὰ τὸ παρελθὸν ἔτος 296 αὐτοκτονίαι ἐσημειώθησαν εἰς περιοχὰς ἐλεγχομένας ὑπὸ τῆς Χωροφυλακῆς, ἐκ τῶν ὁποίων 208 ἄνδρες καὶ 88 γυναῖκες. bbox=[34, 680, 328, 700]
coin-name: Ναπολεοντ. bbox=[348, 282, 389, 293]
headline-sweden-regret: Η ΣΟΥΗΔΙΑ ΕΚΦΡΑΖΕΙ ΤΗΝ ΛΥΠΗΝ ΤΗΣ ΔΙΑ ΤΗΝ ΕΝΕΡΓΕΙΑΝ ΤΩΝ ΣΤΡΑΤΙΩΤΙΚΩΝ ΤΗΣ bbox=[1227, 679, 1539, 728]
article-body-split bbox=[1220, 581, 1546, 666]
coin-price: 267.00—259.00 bbox=[595, 301, 651, 312]
divider bbox=[1014, 623, 1202, 624]
article-text: ΑΓΡΙΝΙΟΝ, 24. — Κατὰ τὴν ἑβδομάδα θὰ πραγματοποιηθῇ ἱερατικὸν συνέδριον. bbox=[1014, 758, 1202, 778]
article-text: Κατόπιν πληροφοριῶν τῆς διοικήσεως χωροφυλακῆς Θεσσαλονίκης ἐξηκριβώθη ὅτι ὑπάλληλος τοῦ Κέντρου Σποροπαραγωγῆς Λαγκαδᾶ ἐλάμβανε χρήματα ἀπὸ σιτοπαραγωγοὺς διὰ νὰ χαρακτηρίζῃ ἀκατάλληλον σῖτον ὡς καλόν. bbox=[670, 254, 997, 283]
article-text: ΟΥΑΣΙΓΚΤΩΝ, 24. (Ἀσ. Πρ.). — Ἡ ΝΑΣΑ ἀνεκοίνωσεν ὅτι ὁ δορυφόρος «Σύνκομ» κινεῖται κανονικῶς εἰς τὴν τροχιάν του. bbox=[1220, 510, 1546, 530]
headline-tsapara-question: ΕΡΩΤΗΣΙΣ ΤΟΥ κ. ΤΣΑΠΑΡΑ ΔΙΑ ΤΟ ΑΓΡΟΚΤΗΜΑ ΤΟΥΜΠΑΣ ΚΑΒΑΛΛΑΡΙΟΥ bbox=[347, 354, 652, 382]
article-text: ΒΕΡΟΙΑ, 24. — Ὁ Δημ. Θεοφάνης ἐπεχείρησε νὰ αὐτοκτονήσῃ λαβὼν παραθεῖον. bbox=[346, 761, 622, 771]
article-text: ΑΛΙΣΤΡΑΤΗ. 24. — Ὑπὸ λυσσώντων κυνῶν ἐδήχθησαν πέντε κάτοικοι τῆς περιοχῆς, οἵτινες μετεφέρθησαν εἰς Ἀθήνας πρὸς ἀντιλυσσικὴν θεραπείαν. bbox=[346, 436, 653, 455]
gold-price-row bbox=[346, 283, 653, 293]
